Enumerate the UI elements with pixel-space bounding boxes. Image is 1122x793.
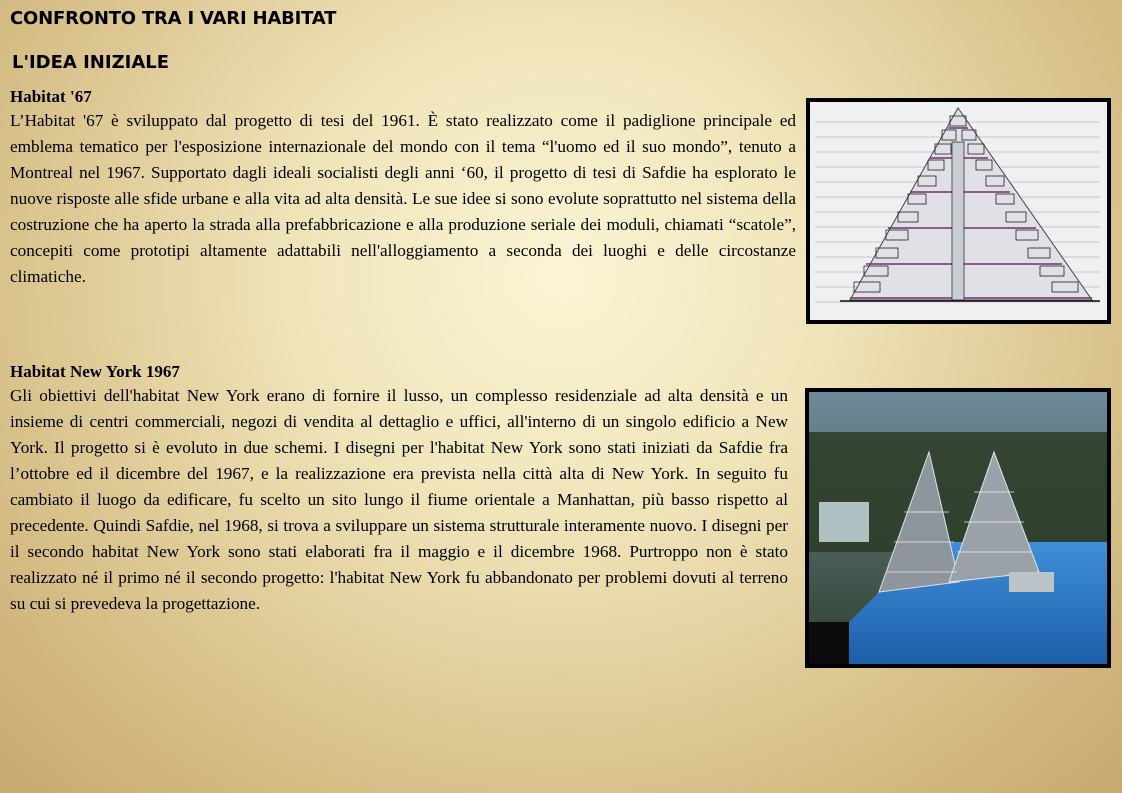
habitat-new-york-model-photo (805, 388, 1111, 668)
section-body: Gli obiettivi dell'habitat New York erano di fornire il lusso, un complesso residenziale ad alta densità e un insieme di centri commerciali, negozi di vendita al dettaglio e uffici, all'interno di un singolo edificio a New York. Il progetto si è evoluto in due schemi. I disegni per l'habitat New York sono stati iniziati da Safdie fra l’ottobre ed il dicembre del 1967, e la realizzazione era prevista nella città alta di New York. In seguito fu cambiato il luogo da edificare, fu scelto un sito lungo il fiume orientale a Manhattan, più basso rispetto al precedente. Quindi Safdie, nel 1968, si trova a sviluppare un sistema strutturale interamente nuovo. I disegni per il secondo habitat New York sono stati elaborati fra il maggio e il dicembre 1968. Purtroppo non è stato realizzato né il primo né il secondo progetto: l'habitat New York fu abbandonato per problemi dovuti al terreno su cui si prevedeva la progettazione. (10, 386, 788, 613)
section-heading: Habitat New York 1967 (10, 362, 180, 381)
page-title: CONFRONTO TRA I VARI HABITAT (10, 8, 337, 29)
section-habitat-new-york (10, 361, 788, 617)
section-subtitle: L'IDEA INIZIALE (12, 52, 170, 73)
habitat-67-section-drawing (806, 98, 1111, 324)
section-habitat-67 (10, 86, 796, 290)
section-body: L’Habitat '67 è sviluppato dal progetto di tesi del 1961. È stato realizzato come il padiglione principale ed emblema tematico per l'esposizione internazionale del mondo con il tema “l'uomo ed il suo mondo”, tenuto a Montreal nel 1967. Supportato dagli ideali socialisti degli anni ‘60, il progetto di tesi di Safdie ha esplorato le nuove risposte alle sfide urbane e alla vita ad alta densità. Le sue idee si sono evolute soprattutto nel sistema della costruzione che ha aperto la strada alla prefabbricazione e alla produzione seriale dei moduli, chiamati “scatole”, concepiti come prototipi altamente adattabili nell'alloggiamento a seconda dei luoghi e delle circostanze climatiche. (10, 111, 796, 286)
section-heading: Habitat '67 (10, 87, 92, 106)
